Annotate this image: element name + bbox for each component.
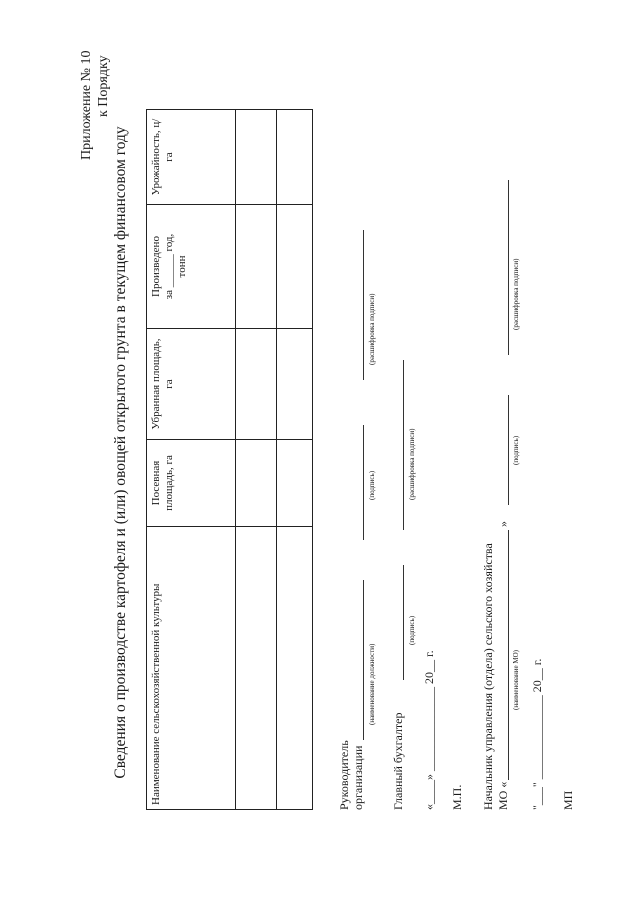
accountant-decoding-caption: (расшифровка подписи) <box>408 428 416 500</box>
head-label-line1: Руководитель <box>337 740 351 810</box>
table-cell[interactable] <box>277 329 313 440</box>
mo-name-line[interactable] <box>508 530 509 780</box>
table-cell[interactable] <box>236 329 277 440</box>
header-sown-area: Посевная площадь, га <box>147 440 236 527</box>
header-produced-line1: Произведено <box>150 236 162 297</box>
head-position-line[interactable] <box>363 580 364 740</box>
head-decoding-line[interactable] <box>363 230 364 380</box>
header-produced <box>147 205 236 329</box>
appendix-reference: к Порядку <box>96 55 111 117</box>
appendix-number: Приложение № 10 <box>79 50 94 160</box>
head-position-caption: (наименование должности) <box>368 643 376 725</box>
dept-head-label: Начальник управления (отдела) сельского хозяйства <box>481 543 495 810</box>
table-cell[interactable] <box>277 205 313 329</box>
stamp-mark: М.П. <box>450 784 464 810</box>
table-cell[interactable] <box>236 440 277 527</box>
page-title: Сведения о производстве картофеля и (или) овощей открытого грунта в текущем финансовом году <box>112 126 129 779</box>
date-line: «____» ______________ 20__ г. <box>422 650 436 810</box>
table-cell[interactable] <box>277 110 313 205</box>
table-header-row <box>147 110 236 810</box>
accountant-signature-caption: (подпись) <box>408 615 416 645</box>
header-produced-line2: за ______ год, <box>163 233 175 300</box>
header-crop: Наименование сельскохозяйственной культуры <box>147 527 236 810</box>
table-cell[interactable] <box>236 205 277 329</box>
production-table <box>146 109 313 810</box>
date-line-2: "___" ______________ 20__ г. <box>530 658 544 810</box>
mo-name-caption: (наименование МО) <box>512 650 520 710</box>
accountant-signature-line[interactable] <box>403 565 404 680</box>
head-signature-caption: (подпись) <box>368 470 376 500</box>
table-cell[interactable] <box>277 440 313 527</box>
accountant-decoding-line[interactable] <box>403 360 404 530</box>
mo-suffix: » <box>496 521 510 527</box>
stamp-mark-2: МП <box>561 790 575 810</box>
header-yield: Урожайность, ц/га <box>147 110 236 205</box>
table-cell[interactable] <box>236 527 277 810</box>
head-signature-line[interactable] <box>363 425 364 540</box>
table-row <box>277 110 313 810</box>
dept-head-decoding-line[interactable] <box>508 180 509 355</box>
dept-head-decoding-caption: (расшифровка подписи) <box>512 258 520 330</box>
table-cell[interactable] <box>277 527 313 810</box>
header-harvested-area: Убранная площадь, га <box>147 329 236 440</box>
head-decoding-caption: (расшифровка подписи) <box>368 293 376 365</box>
header-produced-line3: тонн <box>176 255 188 278</box>
accountant-label: Главный бухгалтер <box>391 712 405 810</box>
dept-head-signature-line[interactable] <box>508 395 509 505</box>
table-row <box>236 110 277 810</box>
dept-head-signature-caption: (подпись) <box>512 435 520 465</box>
table-cell[interactable] <box>236 110 277 205</box>
mo-prefix: МО « <box>496 781 510 810</box>
head-label-line2: организации <box>351 745 365 810</box>
